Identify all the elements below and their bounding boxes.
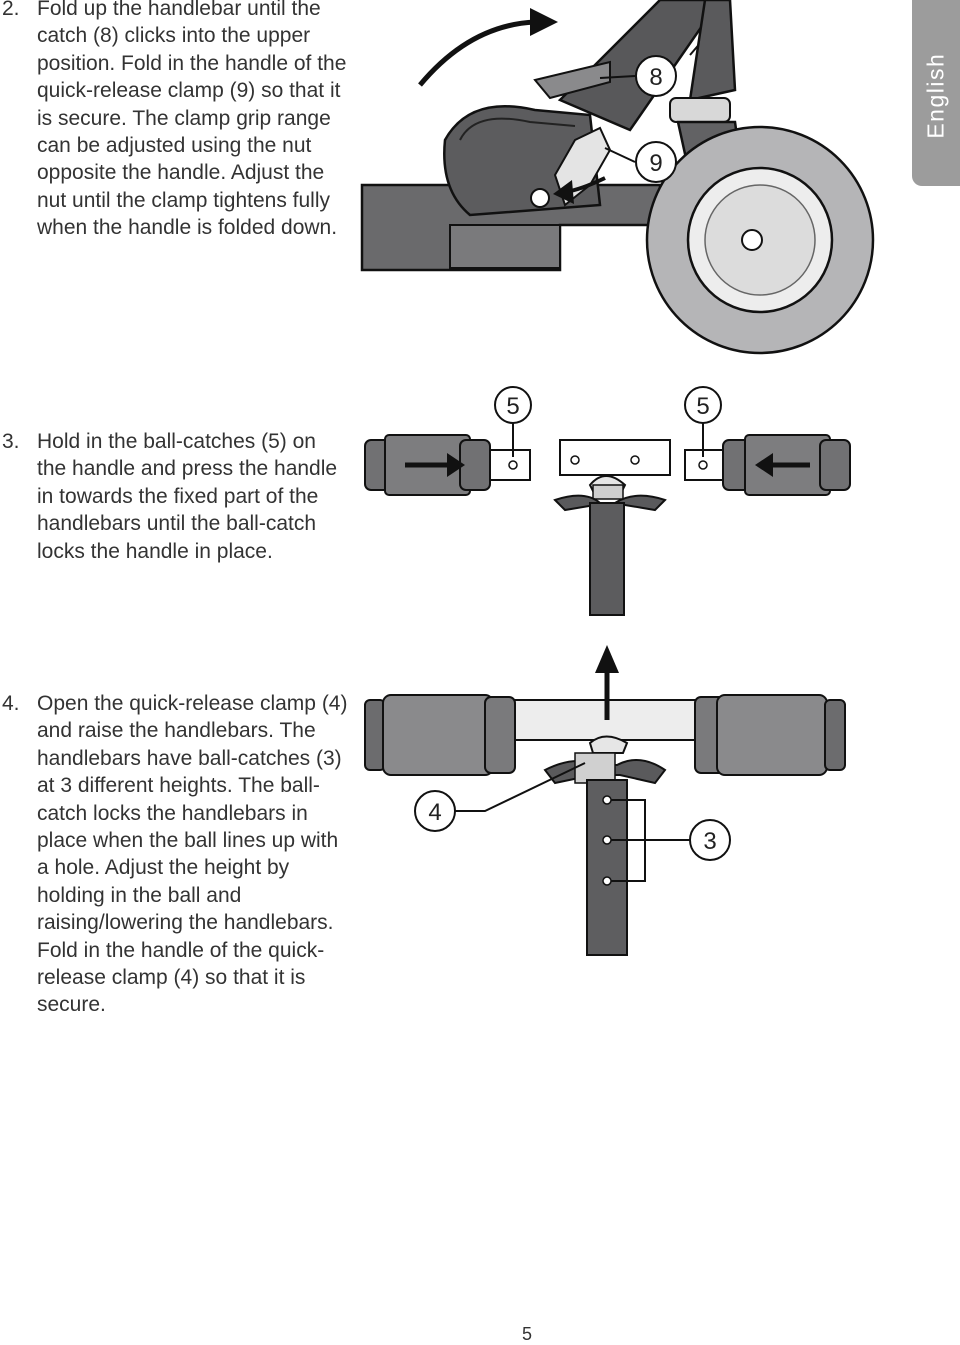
language-tab [912,0,960,186]
step-text: Fold up the handlebar until the catch (8) clicks into the upper position. Fold in the handle of the quick-release clamp (9) so that it is secure. The clamp grip range can be adjusted using the nut opposite the handle. Adjust the nut until the clamp tightens fully when the handle is folded down. [37,0,347,240]
handle-grips-illustration [355,385,865,620]
page-number: 5 [521,1324,532,1344]
callout-clamp-number: 9 [649,150,663,177]
callout-left-ballcatch-number: 5 [506,393,520,420]
step-number: 4. [2,692,20,715]
step-text: Hold in the ball-catches (5) on the handle and press the handle in towards the fixed part of the handlebars until the ball-catch locks the handle in place. [37,430,338,563]
raise-handlebars-illustration [355,635,865,965]
fold-mechanism-illustration [360,0,920,360]
callout-right-ballcatch-number: 5 [696,393,710,420]
step-number: 2. [2,0,20,20]
language-label: English [922,52,949,139]
step-number: 3. [2,430,20,453]
callout-holes-number: 3 [703,828,717,855]
callout-clamp-number: 4 [428,799,442,826]
step-text: Open the quick-release clamp (4) and raise the handlebars. The handlebars have ball-catches (3) at 3 different heights. The ball-catch locks the handlebars in place when the ball lines up with a hole. Adjust the height by holding in the ball and raising/lowering the handlebars. Fold in the handle of the quick-release clamp (4) so that it is secure. [37,692,348,1017]
callout-catch-number: 8 [649,64,663,91]
